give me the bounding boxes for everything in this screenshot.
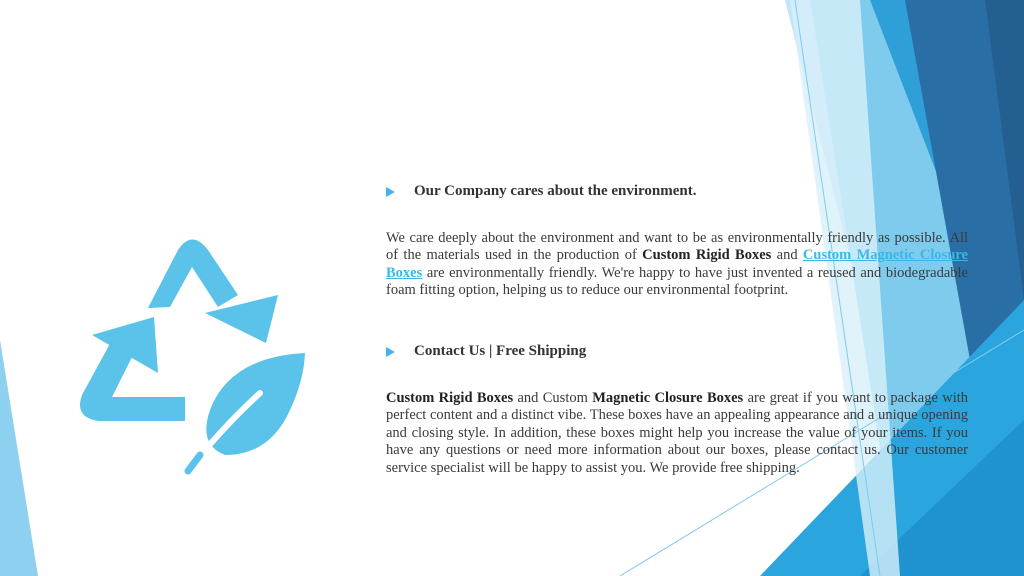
bullet-text: Our Company cares about the environment. bbox=[414, 183, 697, 199]
recycle-leaf-icon bbox=[70, 225, 310, 475]
para1-intro: We care deeply about the environment and want to be as environmentally friendly as possible. All of the materials used in the production of bbox=[386, 230, 968, 264]
bullet-text: Contact Us | Free Shipping bbox=[414, 343, 587, 359]
para2-rest: are great if you want to package with perfect content and a distinct vibe. These boxes have an appealing appearance and a unique opening and closing style. In addition, these boxes might help you increase the value of your items. If you have any questions or need more information about our boxes, please contact us. Our customer service specialist will be happy to assist you. We provide free shipping. bbox=[386, 390, 968, 476]
environment-paragraph bbox=[386, 230, 968, 300]
bullet-company-environment bbox=[386, 183, 697, 200]
para1-rest: are environmentally friendly. We're happy to have just invented a reused and biodegradable foam fitting option, helping us to reduce our environmental footprint. bbox=[386, 264, 968, 299]
bullet-arrow-icon bbox=[386, 187, 395, 197]
para2-bold-magnetic: Magnetic Closure Boxes bbox=[592, 390, 744, 406]
boxes-paragraph bbox=[386, 390, 968, 477]
bullet-contact-shipping bbox=[386, 343, 586, 360]
para1-bold-rigid: Custom Rigid Boxes bbox=[642, 247, 772, 264]
para2-bold-rigid: Custom Rigid Boxes bbox=[386, 390, 514, 406]
left-accent-shape bbox=[0, 340, 38, 576]
magnetic-closure-link[interactable]: Custom Magnetic Closure Boxes bbox=[386, 247, 968, 281]
para2-and-custom: and Custom bbox=[513, 390, 593, 406]
bullet-arrow-icon bbox=[386, 347, 395, 357]
para1-and: and bbox=[771, 247, 803, 264]
